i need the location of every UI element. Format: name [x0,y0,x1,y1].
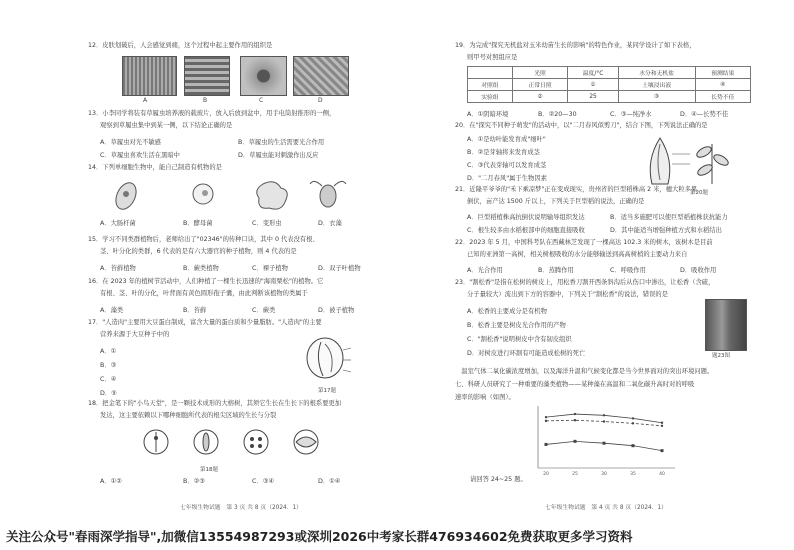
q23-option-d: D．对树皮进行环割有可能造成松树的死亡 [467,350,586,357]
option-label-d: D [318,97,323,104]
data-point [632,422,634,424]
q16-option-b: B．苔藓 [183,307,207,314]
tissue-image-a [122,56,177,96]
q20-figure-caption: 第20题 [690,190,708,196]
x-tick-label: 25 [572,472,578,477]
table-cell: 长势不佳 [695,91,751,103]
q22-option-d: D．吸收作用 [680,267,717,274]
question-23-stem-2: 分子量较大）流出到下方的容器中，下列关于"割松香"的说法，错误的是 [467,291,668,298]
q15-option-b: B．蕨类植物 [183,265,219,272]
question-12: 12．皮肤划破后，人会感觉到痛，这个过程中起主要作用的组织是 [88,42,273,49]
option-label-b: B [203,97,208,104]
question-17-stem-2: 营养来源于大豆种子中的 [100,331,170,338]
q17-figure-caption: 第17题 [318,388,336,394]
q22-option-c: C．呼吸作用 [610,267,646,274]
q18-option-d: D．①④ [318,478,341,485]
table-header [468,67,513,79]
q17-option-a: A．① [100,348,117,355]
data-point [661,449,664,452]
table-header: 光照 [512,67,567,79]
experiment-table [467,66,751,103]
table-header: 水分和无机盐 [618,67,695,79]
data-point [574,413,576,415]
read-prompt: 请回答 24~25 题。 [470,476,527,483]
question-22-stem-2: 已知的亚洲第一高树，相关树根吸收的水分能够输送到高高树梢的主要动力来自 [467,251,688,258]
q13-option-a: A．草履虫对光不敏感 [100,139,161,146]
q18-option-b: B．②③ [183,478,205,485]
question-20-stem: 20．在"探究不同种子萌发"的活动中，以"二月春风似剪刀"，结合下图，下列说法正确的是 [455,122,708,129]
promo-banner [0,520,794,550]
q15-option-c: C．裸子植物 [252,265,288,272]
passage-line-1: 温室气体二氧化碳浓度增加，以及海洋升温和气候变化都是当今世界面对的突出环境问题。 [455,368,714,375]
q18-option-c: C．③④ [252,478,274,485]
q21-option-c: C．根生较多由水稻根部中的细胞直接吸收 [467,227,585,234]
x-tick-label: 35 [630,472,636,477]
q21-option-a: A．巨型稻植株高抗倒伏说明输导组织发达 [467,214,585,221]
q19-option-a: A．①阴暗环境 [467,111,509,118]
data-point [632,444,635,447]
question-14-stem: 14．下列单细胞生物中，能自己制造有机物的是 [88,164,222,171]
question-19-stem-2: 则甲号对照组应是 [467,54,518,61]
table-cell: 土壤浸出液 [618,79,695,91]
q18-figure-caption: 第18题 [200,467,218,473]
data-point [545,420,547,422]
q17-option-b: B．③ [100,362,117,369]
question-23-stem: 23．"割松香"是指在松树的树皮上，用松香刀割开西条斜沟后从伤口中渗出，让松香（含硫， [455,279,715,286]
pine-resin-photo [705,299,747,351]
table-cell: 25 [568,91,618,103]
q16-option-d: D．被子植物 [318,307,355,314]
table-cell: 实验组 [468,91,513,103]
table-cell: 正常日照 [512,79,567,91]
q15-option-a: A．苔藓植物 [100,265,136,272]
question-17-stem: 17．"人造肉"主要用大豆蛋白制成，富含大量的蛋白质和少量脂肪。"人造肉"的主要 [88,319,322,326]
data-point [603,420,605,422]
question-21-stem: 21．近隆平爷爷的"禾下乘凉梦"正在变成现实，贵州省的巨型稻株高 2 米，穗大粒多果 [455,186,698,193]
q13-option-b: B．草履虫的生活需要光合作用 [238,139,325,146]
q23-option-a: A．松香的主要成分是有机物 [467,308,547,315]
promo-banner-text: 关注公众号"春雨深学指导",加微信13554987293或深圳2026中考家长群476934602免费获取更多学习资料 [6,529,633,544]
data-point [574,440,577,443]
x-tick-label: 30 [601,472,607,477]
q20-option-d: D．"二月春风"属于生物因素 [467,175,547,182]
q13-option-d: D．草履虫能对刺激作出反应 [238,152,319,159]
question-15-stem: 15．学习不同类群植物后，老师给出了"02346"的传种口诀，其中 0 代表没有根、 [88,236,319,243]
option-label-a: A [143,97,148,104]
q23-figure-caption: 题23图 [712,353,730,359]
question-18-stem: 18．把金笔下的"小鸟天堂"，是一颗技术成形的大榕树，其须它生长在生长下的根系要更加 [88,400,342,407]
data-point [574,419,576,421]
q22-option-a: A．光合作用 [467,267,503,274]
q23-option-b: B．松香主要是树皮光合作用的产物 [467,322,566,329]
data-point [661,425,663,427]
data-point [545,443,548,446]
q17-option-d: D．⑤ [100,390,117,397]
tissue-image-b [184,56,230,96]
data-point [545,416,547,418]
passage-line-2: 七、科研人员研究了一种重要的藻类植物——某种藻在高温和二氧化碳升高时对的呼吸 [455,381,695,388]
question-19-stem: 19．为完成"探究无机盐对玉米幼苗生长的影响"的特色作业，某同学设计了如下表格， [455,42,696,49]
bud-figure [632,130,742,188]
question-13-stem: 13．小李同学将装有草履虫培养液的载玻片，放入后放到盆中，用手电筒射推形的一侧， [88,110,336,117]
question-16-stem: 16．在 2023 年的植树节活动中，人们种植了一棵生长迅速的"海南栗松"的植物。它 [88,278,324,285]
q14-option-a: A．大肠杆菌 [100,220,136,227]
table-header: 预测结果 [695,67,751,79]
respiration-rate-chart [520,400,680,480]
q19-option-b: B．②20—30 [538,111,577,118]
data-point [661,422,663,424]
tissue-image-d [293,56,349,96]
table-header: 温度/°C [568,67,618,79]
question-13-stem-2: 观察到草履虫集中到某一侧，以下结论正确的是 [100,122,233,129]
question-16-stem-2: 有根、茎、叶的分化，叶背面有黄色圆形孢子囊，由此判断该植物的类属于 [100,290,308,297]
q14-option-d: D．衣藻 [318,220,342,227]
table-cell: ① [568,79,618,91]
organism-figures [108,174,358,214]
root-cell-figures [140,424,330,464]
bean-seed-figure [295,336,355,384]
right-page-footer: 七年级生物试题 第 4 页 共 8 页（2024．1） [545,505,667,511]
q16-option-a: A．藻类 [100,307,124,314]
question-22-stem: 22．2023 年 5 月，中国科考队在西藏林芝发现了一棵高达 102.3 米的树木，该树木是目前 [455,239,713,246]
q15-option-d: D．双子叶植物 [318,265,361,272]
x-tick-label: 20 [543,472,549,477]
q14-option-b: B．酵母菌 [183,220,213,227]
data-point [632,417,634,419]
q21-option-d: D．其中能适当增强种植方式和水稻结出 [610,227,722,234]
table-row [468,79,751,91]
tissue-image-c [240,56,287,96]
q22-option-b: B．蒸腾作用 [538,267,574,274]
q21-option-b: B．适当多施肥可以使巨型稻植株获抗能力 [610,214,728,221]
data-point [603,414,605,416]
q13-option-c: C．草履虫喜欢生活在黑暗中 [100,152,180,159]
data-point [603,442,606,445]
q16-option-c: C．蕨类 [252,307,276,314]
q18-option-a: A．①② [100,478,122,485]
q19-option-d: D．④—长势不佳 [680,111,729,118]
q20-option-c: C．③代表芽轴可以发育成茎 [467,162,547,169]
q14-option-c: C．变形虫 [252,220,282,227]
table-row [468,91,751,103]
q23-option-c: C．"割松香"说明树皮中含有韧皮组织 [467,336,572,343]
left-page-footer: 七年级生物试题 第 3 页 共 8 页（2024．1） [180,505,302,511]
question-18-stem-2: 发达，这主要依赖以下哪种细胞所代表的根尖区域的生长与分裂 [100,412,277,419]
question-21-stem-2: 倒伏，亩产达 1500 斤以上，下列关于巨型稻的说法，正确的是 [467,198,645,205]
x-tick-label: 40 [659,472,665,477]
option-label-c: C [259,97,264,104]
table-cell: 对照组 [468,79,513,91]
table-cell: ④ [695,79,751,91]
q19-option-c: C．③—纯净水 [610,111,652,118]
q17-option-c: C．④ [100,376,117,383]
table-cell: ③ [618,91,695,103]
passage-line-3: 速率的影响（如图）。 [455,394,515,401]
table-cell: ② [512,91,567,103]
q20-option-a: A．①是幼叶能发育成"细叶" [467,136,546,143]
q20-option-b: B．②是芽轴将来发育成茎 [467,149,540,156]
question-15-stem-2: 茎、叶分化的类群，6 代表的是有六大器官的种子植物，则 4 代表的是 [100,248,297,255]
